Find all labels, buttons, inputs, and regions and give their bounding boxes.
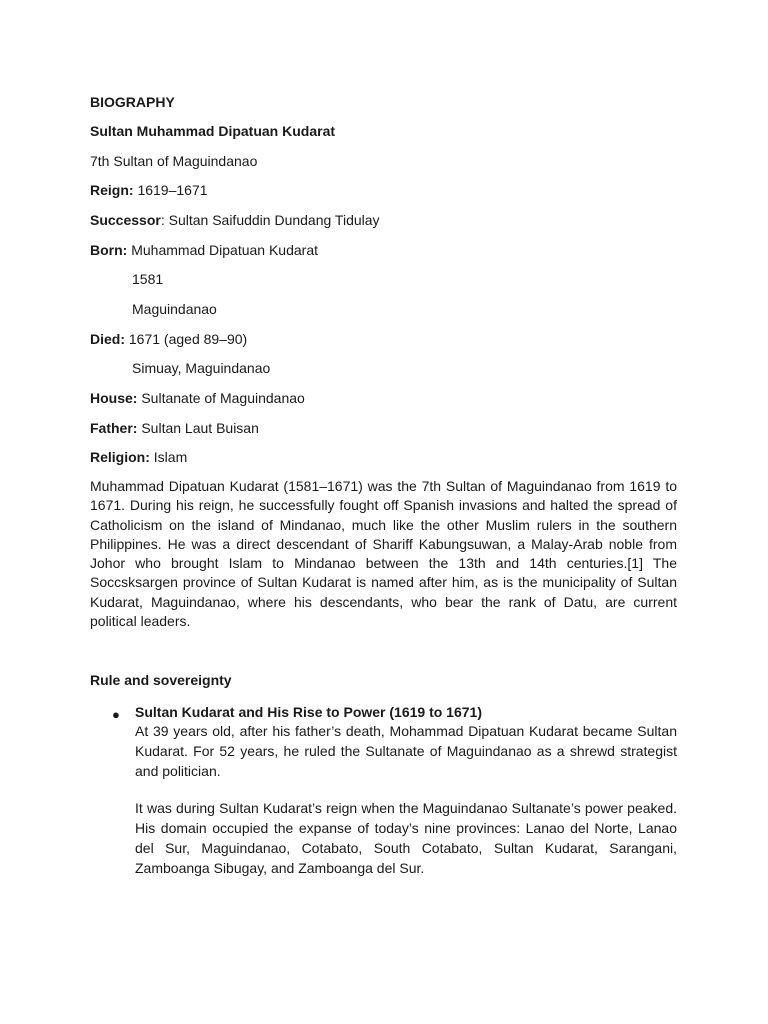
successor-row xyxy=(90,211,380,230)
died-row xyxy=(90,330,247,349)
father-value: Sultan Laut Buisan xyxy=(137,420,259,436)
reign-label: Reign: xyxy=(90,182,134,198)
subtitle: 7th Sultan of Maguindanao xyxy=(90,153,258,169)
intro-paragraph: Muhammad Dipatuan Kudarat (1581–1671) was the 7th Sultan of Maguindanao from 1619 to 1671. During his reign, he successfully fought off Spanish invasions and halted the spread of Catholicism on the island of Mindanao, much like the other Muslim rulers in the southern Philippines. He was a direct descendant of Shariff Kabungsuwan, a Malay-Arab noble from Johor who brought Islam to Mindanao between the 13th and 14th centuries.[1] The Soccsksargen province of Sultan Kudarat is named after him, as is the municipality of Sultan Kudarat, Maguindanao, where his descendants, who bear the rank of Datu, are current political leaders. xyxy=(90,478,677,630)
died-place: Simuay, Maguindanao xyxy=(132,360,271,376)
page-title: Sultan Muhammad Dipatuan Kudarat xyxy=(90,123,336,139)
born-label: Born: xyxy=(90,242,128,258)
born-place: Maguindanao xyxy=(132,301,217,317)
section-heading: Rule and sovereignty xyxy=(90,672,232,688)
father-row xyxy=(90,419,259,438)
successor-value: : Sultan Saifuddin Dundang Tidulay xyxy=(160,212,380,228)
bullet-icon: ● xyxy=(112,707,120,722)
father-label: Father: xyxy=(90,420,138,436)
bullet-paragraph-1: At 39 years old, after his father’s death, Mohammad Dipatuan Kudarat became Sultan Kudarat. For 52 years, he ruled the Sultanate of Maguindanao as a shrewd strategist and politician. xyxy=(135,723,677,779)
died-label: Died: xyxy=(90,331,125,347)
section-label: BIOGRAPHY xyxy=(90,94,175,110)
house-label: House: xyxy=(90,390,138,406)
reign-value: 1619–1671 xyxy=(133,182,208,198)
born-value: Muhammad Dipatuan Kudarat xyxy=(127,242,318,258)
born-year: 1581 xyxy=(132,271,164,287)
reign-row xyxy=(90,181,208,200)
born-row xyxy=(90,241,318,260)
successor-label: Successor xyxy=(90,212,161,228)
religion-value: Islam xyxy=(149,449,188,465)
house-value: Sultanate of Maguindanao xyxy=(137,390,305,406)
house-row xyxy=(90,389,305,408)
religion-row xyxy=(90,448,187,467)
bullet-paragraph-2: It was during Sultan Kudarat’s reign when the Maguindanao Sultanate’s power peaked. His domain occupied the expanse of today’s nine provinces: Lanao del Norte, Lanao del Sur, Maguindanao, Cotabato, South Cotabato, Sultan Kudarat, Sarangani, Zamboanga Sibugay, and Zamboanga del Sur. xyxy=(135,800,677,876)
died-value: 1671 (aged 89–90) xyxy=(125,331,248,347)
bullet-heading: Sultan Kudarat and His Rise to Power (1619 to 1671) xyxy=(135,704,482,720)
religion-label: Religion: xyxy=(90,449,150,465)
